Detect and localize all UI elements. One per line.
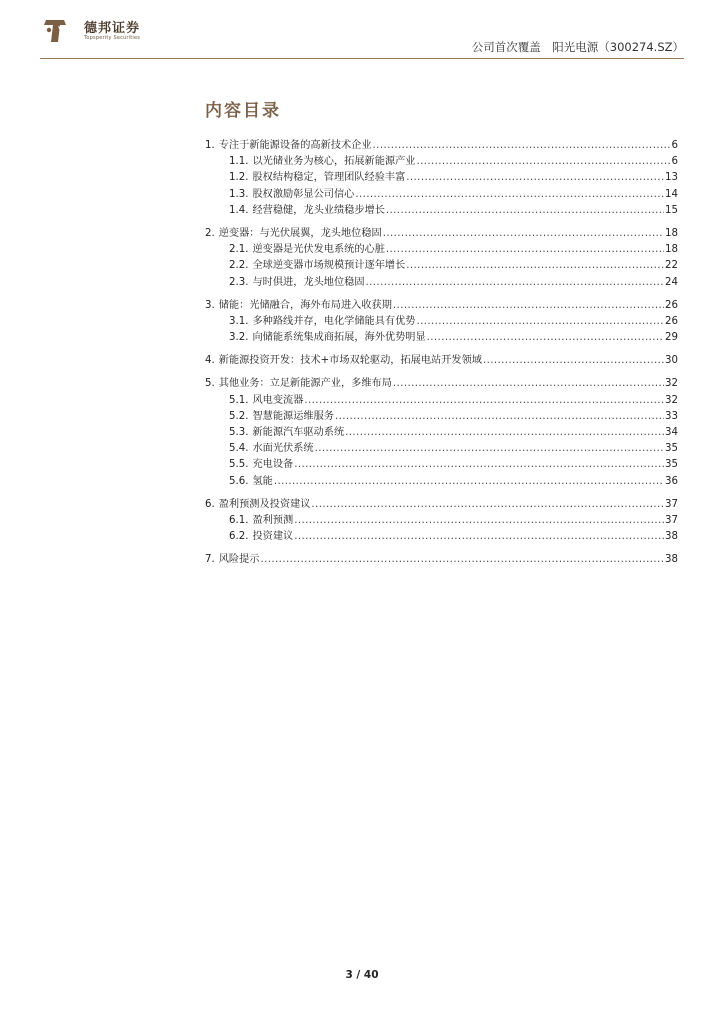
toc-entry-title: 向储能系统集成商拓展，海外优势明显	[252, 332, 426, 344]
toc-leader-dots	[294, 457, 664, 473]
toc-subentry[interactable]	[205, 513, 678, 529]
toc-entry-page: 37	[665, 514, 678, 526]
toc-entry-page: 6	[671, 140, 678, 151]
toc-entry-title: 盈利预测及投资建议	[218, 498, 311, 510]
page-number: 3 / 40	[345, 969, 379, 981]
toc-entry-page: 14	[665, 188, 678, 200]
toc-entry-title: 与时俱进，龙头地位稳固	[252, 276, 365, 288]
toc-entry-title: 多种路线并存，电化学储能具有优势	[252, 315, 416, 327]
toc-leader-dots	[406, 170, 664, 186]
toc-entry-page: 36	[665, 475, 678, 487]
toc-subentry[interactable]	[205, 258, 678, 274]
toc-entry-number: 5.2.	[229, 410, 249, 422]
toc-subentry[interactable]	[205, 275, 678, 291]
toc-entry-number: 3.2.	[229, 332, 249, 344]
toc-entry-page: 34	[665, 427, 678, 438]
toc-leader-dots	[393, 376, 664, 392]
toc-leader-dots	[260, 552, 664, 568]
toc-leader-dots	[294, 529, 664, 545]
toc-entry-title: 充电设备	[252, 459, 294, 471]
toc-leader-dots	[393, 298, 664, 314]
toc-section-4	[205, 353, 678, 369]
brand-name-en: Topsperity Securities	[84, 35, 141, 41]
toc-entry-page: 29	[665, 332, 678, 344]
toc-entry-title: 水面光伏系统	[252, 443, 314, 455]
toc-subentry[interactable]	[205, 457, 678, 473]
toc-subentry[interactable]	[205, 529, 678, 545]
toc-entry-page: 38	[665, 554, 678, 566]
toc-leader-dots	[416, 314, 664, 330]
toc-subentry[interactable]	[205, 170, 678, 186]
toc-entry-page: 24	[665, 276, 678, 288]
toc-leader-dots	[315, 441, 664, 457]
toc-leader-dots	[366, 275, 665, 291]
toc-leader-dots	[386, 242, 664, 258]
toc-leader-dots	[416, 154, 670, 170]
toc-leader-dots	[386, 203, 664, 219]
toc-leader-dots	[311, 497, 664, 513]
toc-section-7	[205, 552, 678, 568]
toc-subentry[interactable]	[205, 393, 678, 409]
toc-entry-number: 5.3.	[229, 427, 249, 438]
toc-leader-dots	[373, 138, 671, 154]
toc-subentry[interactable]	[205, 154, 678, 170]
toc-subentry[interactable]	[205, 330, 678, 346]
toc-entry[interactable]	[205, 376, 678, 392]
toc-leader-dots	[355, 187, 664, 203]
toc-entry-title: 储能：光储融合，海外布局进入收获期	[218, 299, 392, 311]
toc-entry-title: 智慧能源运维服务	[252, 410, 334, 422]
toc-entry-title: 以光储业务为核心，拓展新能源产业	[252, 156, 416, 168]
toc-leader-dots	[294, 513, 664, 529]
toc-entry-title: 股权结构稳定，管理团队经验丰富	[252, 172, 406, 184]
toc-entry[interactable]	[205, 226, 678, 242]
toc-leader-dots	[427, 330, 664, 346]
toc-entry-title: 新能源汽车驱动系统	[252, 427, 345, 438]
toc-entry-number: 6.	[205, 498, 215, 510]
toc-entry-title: 逆变器：与光伏展翼，龙头地位稳固	[218, 227, 382, 239]
toc-section-6	[205, 497, 678, 546]
toc-leader-dots	[383, 226, 664, 242]
toc-heading: 内容目录	[205, 101, 281, 121]
toc-entry-number: 1.2.	[229, 172, 249, 184]
toc-entry-page: 26	[665, 315, 678, 327]
toc-entry-page: 18	[665, 227, 678, 239]
toc-section-1	[205, 138, 678, 219]
toc-entry-number: 3.1.	[229, 315, 249, 327]
toc-entry-number: 2.1.	[229, 244, 249, 256]
toc-entry[interactable]	[205, 138, 678, 154]
toc-entry-title: 逆变器是光伏发电系统的心脏	[252, 244, 385, 256]
toc-entry-title: 风电变流器	[252, 394, 304, 406]
toc-entry-title: 投资建议	[252, 531, 294, 543]
toc-entry-page: 6	[671, 156, 678, 168]
toc-entry-number: 1.4.	[229, 204, 249, 216]
toc-section-3	[205, 298, 678, 347]
toc-entry-page: 35	[665, 459, 678, 471]
toc-entry-number: 6.2.	[229, 531, 249, 543]
toc-entry-title: 其他业务：立足新能源产业，多维布局	[218, 378, 392, 390]
toc-entry[interactable]	[205, 298, 678, 314]
toc-leader-dots	[304, 393, 664, 409]
toc-leader-dots	[483, 353, 664, 369]
toc-entry-number: 5.1.	[229, 394, 249, 406]
toc-entry-number: 4.	[205, 355, 215, 367]
report-title: 公司首次覆盖 阳光电源（300274.SZ）	[471, 40, 684, 54]
toc-subentry[interactable]	[205, 409, 678, 425]
toc-entry-page: 15	[665, 204, 678, 216]
toc-entry-number: 2.	[205, 227, 215, 239]
toc-entry-title: 专注于新能源设备的高新技术企业	[218, 140, 372, 151]
toc-entry-number: 1.1.	[229, 156, 249, 168]
toc-entry-number: 2.3.	[229, 276, 249, 288]
toc-entry-title: 盈利预测	[252, 514, 294, 526]
toc-entry-page: 22	[665, 260, 678, 272]
toc-subentry[interactable]	[205, 242, 678, 258]
toc-entry-number: 1.3.	[229, 188, 249, 200]
toc-entry-title: 氢能	[252, 475, 273, 487]
header-divider	[40, 58, 684, 59]
toc-subentry[interactable]	[205, 441, 678, 457]
toc-leader-dots	[335, 409, 664, 425]
toc-entry-page: 18	[665, 244, 678, 256]
toc-entry-number: 3.	[205, 299, 215, 311]
toc-entry-page: 13	[665, 172, 678, 184]
toc-entry-title: 全球逆变器市场规模预计逐年增长	[252, 260, 406, 272]
toc-entry-title: 股权激励彰显公司信心	[252, 188, 355, 200]
toc-entry-page: 35	[665, 443, 678, 455]
toc-entry-title: 经营稳健，龙头业绩稳步增长	[252, 204, 385, 216]
toc-entry-number: 5.	[205, 378, 215, 390]
toc-entry[interactable]	[205, 497, 678, 513]
toc-entry-page: 30	[665, 355, 678, 367]
toc-entry-title: 风险提示	[218, 554, 260, 566]
toc-leader-dots	[345, 425, 664, 441]
toc-entry-page: 38	[665, 531, 678, 543]
toc-entry-page: 37	[665, 498, 678, 510]
toc-subentry[interactable]	[205, 203, 678, 219]
toc-subentry[interactable]	[205, 474, 678, 490]
toc-entry-number: 2.2.	[229, 260, 249, 272]
toc-entry-number: 5.6.	[229, 475, 249, 487]
table-of-contents	[205, 138, 678, 576]
brand-name-cn: 德邦证券	[84, 21, 141, 36]
toc-subentry[interactable]	[205, 314, 678, 330]
toc-entry-page: 32	[665, 394, 678, 406]
toc-entry-page: 32	[665, 378, 678, 390]
toc-entry-page: 26	[665, 299, 678, 311]
toc-leader-dots	[406, 258, 664, 274]
toc-section-2	[205, 226, 678, 291]
toc-subentry[interactable]	[205, 187, 678, 203]
toc-subentry[interactable]	[205, 425, 678, 441]
toc-section-5	[205, 376, 678, 489]
toc-entry-number: 5.5.	[229, 459, 249, 471]
toc-entry-number: 7.	[205, 554, 215, 566]
toc-entry[interactable]	[205, 552, 678, 568]
toc-entry[interactable]	[205, 353, 678, 369]
company-logo-icon	[40, 16, 70, 46]
toc-entry-page: 33	[665, 410, 678, 422]
toc-entry-number: 6.1.	[229, 514, 249, 526]
toc-entry-number: 1.	[205, 140, 215, 151]
page-header	[0, 0, 724, 62]
toc-entry-number: 5.4.	[229, 443, 249, 455]
toc-leader-dots	[274, 474, 664, 490]
toc-entry-title: 新能源投资开发：技术+市场双轮驱动，拓展电站开发领域	[218, 355, 482, 367]
